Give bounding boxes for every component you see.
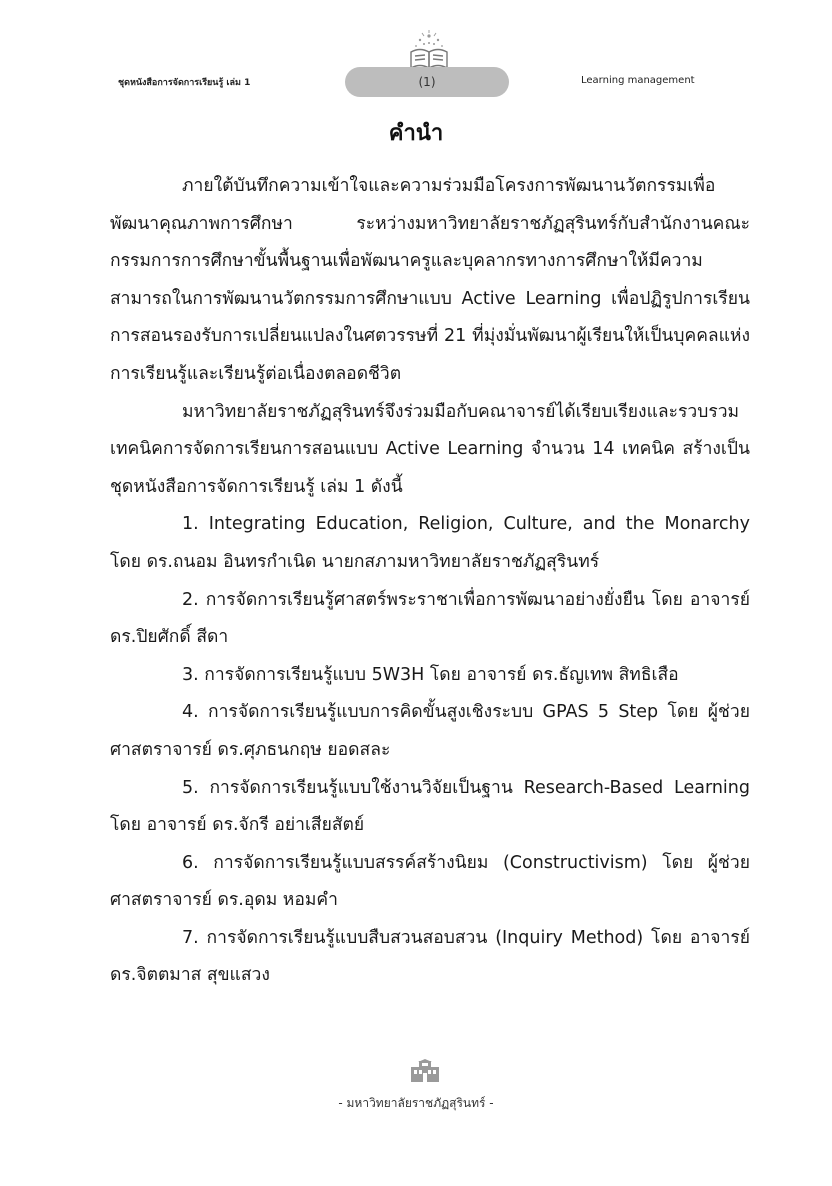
book-series-label: ชุดหนังสือการจัดการเรียนรู้ เล่ม 1 bbox=[118, 78, 251, 88]
list-item: 4. การจัดการเรียนรู้แบบการคิดขั้นสูงเชิงระบบ GPAS 5 Step โดย ผู้ช่วยศาสตราจารย์ ดร.ศุภธนกฤษ ยอดสละ bbox=[110, 702, 750, 760]
list-item: 3. การจัดการเรียนรู้แบบ 5W3H โดย อาจารย์ ดร.ธัญเทพ สิทธิเสือ bbox=[182, 664, 679, 685]
open-book-icon bbox=[405, 30, 453, 70]
list-item: 5. การจัดการเรียนรู้แบบใช้งานวิจัยเป็นฐาน Research-Based Learning โดย อาจารย์ ดร.จักรี อย่าเสียสัตย์ bbox=[110, 777, 750, 836]
list-item: 2. การจัดการเรียนรู้ศาสตร์พระราชาเพื่อการพัฒนาอย่างยั่งยืน โดย อาจารย์ ดร.ปิยศักดิ์ สีดา bbox=[110, 589, 750, 648]
list-item: 7. การจัดการเรียนรู้แบบสืบสวนสอบสวน (Inquiry Method) โดย อาจารย์ ดร.จิตตมาส สุขแสวง bbox=[110, 927, 750, 986]
list-item: 6. การจัดการเรียนรู้แบบสรรค์สร้างนิยม (Constructivism) โดย ผู้ช่วยศาสตราจารย์ ดร.อุดม หอมคำ bbox=[110, 852, 750, 911]
page-title: คำนำ bbox=[388, 121, 444, 146]
page-number-badge bbox=[345, 67, 509, 97]
section-label: Learning management bbox=[581, 75, 695, 86]
intro-paragraph: ภายใต้บันทึกความเข้าใจและความร่วมมือโครงการพัฒนานวัตกรรมเพื่อพัฒนาคุณภาพการศึกษา ระหว่างมหาวิทยาลัยราชภัฏสุรินทร์กับสำนักงานคณะกรรมการการศึกษาขั้นพื้นฐานเพื่อพัฒนาครูและบุคลากรทางการศึกษาให้มีความสามารถในการพัฒนานวัตกรรมการศึกษาแบบ Active Learning เพื่อปฏิรูปการเรียนการสอนรองรับการเปลี่ยนแปลงในศตวรรษที่ 21 ที่มุ่งมั่นพัฒนาผู้เรียนให้เป็นบุคคลแห่งการเรียนรู้และเรียนรู้ต่อเนื่องตลอดชีวิต bbox=[110, 176, 750, 384]
document-body bbox=[110, 168, 750, 995]
page-number: (1) bbox=[418, 75, 436, 89]
list-item: 1. Integrating Education, Religion, Culture, and the Monarchy โดย ดร.ถนอม อินทรกำเนิด นายกสภามหาวิทยาลัยราชภัฏสุรินทร์ bbox=[110, 514, 750, 572]
footer-university-name: - มหาวิทยาลัยราชภัฏสุรินทร์ - bbox=[338, 1096, 494, 1110]
second-paragraph: มหาวิทยาลัยราชภัฏสุรินทร์จึงร่วมมือกับคณาจารย์ได้เรียบเรียงและรวบรวมเทคนิคการจัดการเรียนการสอนแบบ Active Learning จำนวน 14 เทคนิค สร้างเป็นชุดหนังสือการจัดการเรียนรู้ เล่ม 1 ดังนี้ bbox=[110, 401, 750, 497]
university-building-icon bbox=[409, 1059, 441, 1083]
